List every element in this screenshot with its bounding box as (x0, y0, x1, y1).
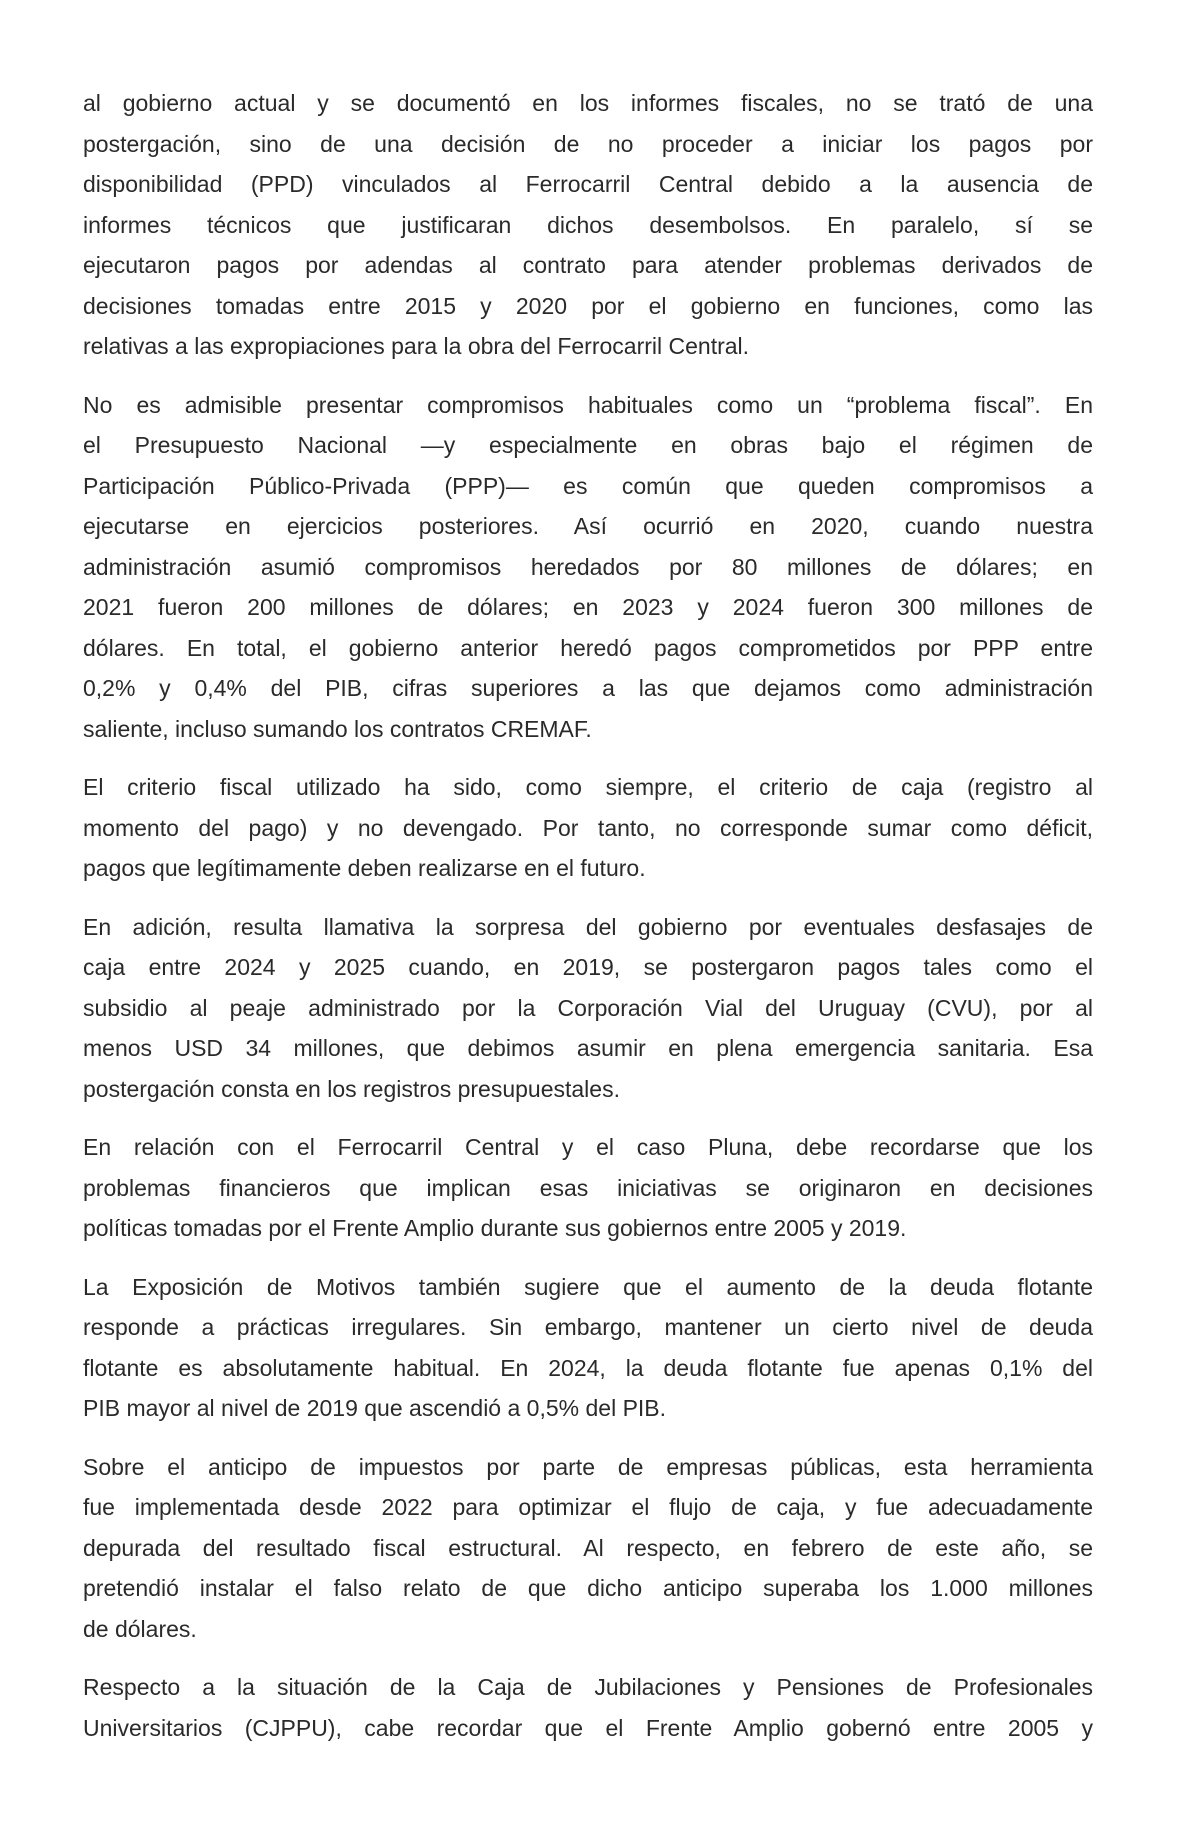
text-line: El criterio fiscal utilizado ha sido, como siempre, el criterio de caja (registro al (83, 774, 1093, 800)
paragraph (83, 767, 1093, 889)
paragraph (83, 1267, 1093, 1429)
text-line: subsidio al peaje administrado por la Corporación Vial del Uruguay (CVU), por al (83, 994, 1093, 1021)
text-line: dólares. En total, el gobierno anterior heredó pagos comprometidos por PPP entre (83, 634, 1093, 661)
paragraph (83, 1447, 1093, 1650)
text-line: administración asumió compromisos heredados por 80 millones de dólares; en (83, 553, 1093, 580)
paragraph (83, 907, 1093, 1110)
text-line: menos USD 34 millones, que debimos asumir en plena emergencia sanitaria. Esa (83, 1035, 1093, 1061)
text-line: problemas financieros que implican esas iniciativas se originaron en decisiones (83, 1174, 1093, 1201)
text-line: Respecto a la situación de la Caja de Jubilaciones y Pensiones de Profesionales (83, 1674, 1093, 1700)
paragraph (83, 1127, 1093, 1249)
text-line: caja entre 2024 y 2025 cuando, en 2019, se postergaron pagos tales como el (83, 954, 1093, 980)
text-line: No es admisible presentar compromisos habituales como un “problema fiscal”. En (83, 391, 1093, 418)
text-line: La Exposición de Motivos también sugiere que el aumento de la deuda flotante (83, 1273, 1093, 1300)
text-line: políticas tomadas por el Frente Amplio durante sus gobiernos entre 2005 y 2019. (83, 1215, 907, 1241)
paragraph (83, 385, 1093, 750)
text-line: PIB mayor al nivel de 2019 que ascendió a 0,5% del PIB. (83, 1395, 667, 1421)
text-line: ejecutarse en ejercicios posteriores. Así ocurrió en 2020, cuando nuestra (83, 513, 1093, 539)
text-line: Sobre el anticipo de impuestos por parte de empresas públicas, esta herramienta (83, 1453, 1093, 1480)
text-line: saliente, incluso sumando los contratos CREMAF. (83, 715, 592, 742)
text-line: postergación consta en los registros presupuestales. (83, 1075, 620, 1102)
text-line: informes técnicos que justificaran dichos desembolsos. En paralelo, sí se (83, 211, 1093, 238)
text-line: pretendió instalar el falso relato de que dicho anticipo superaba los 1.000 millones (83, 1575, 1093, 1601)
paragraph (83, 83, 1093, 367)
text-line: pagos que legítimamente deben realizarse en el futuro. (83, 855, 646, 881)
text-line: 2021 fueron 200 millones de dólares; en 2023 y 2024 fueron 300 millones de (83, 594, 1093, 620)
text-line: depurada del resultado fiscal estructural. Al respecto, en febrero de este año, se (83, 1534, 1093, 1561)
text-line: relativas a las expropiaciones para la obra del Ferrocarril Central. (83, 333, 750, 359)
text-line: disponibilidad (PPD) vinculados al Ferrocarril Central debido a la ausencia de (83, 171, 1093, 197)
text-line: fue implementada desde 2022 para optimizar el flujo de caja, y fue adecuadamente (83, 1494, 1093, 1520)
text-line: al gobierno actual y se documentó en los informes fiscales, no se trató de una (83, 90, 1093, 116)
text-line: Universitarios (CJPPU), cabe recordar que el Frente Amplio gobernó entre 2005 y (83, 1714, 1093, 1741)
text-line: el Presupuesto Nacional —y especialmente en obras bajo el régimen de (83, 432, 1093, 458)
paragraph (83, 1667, 1093, 1748)
text-line: ejecutaron pagos por adendas al contrato para atender problemas derivados de (83, 252, 1093, 278)
text-line: de dólares. (83, 1615, 197, 1642)
document-page (83, 83, 1093, 1766)
text-line: En adición, resulta llamativa la sorpresa del gobierno por eventuales desfasajes de (83, 913, 1093, 940)
text-line: Participación Público-Privada (PPP)— es común que queden compromisos a (83, 472, 1093, 499)
text-line: momento del pago) y no devengado. Por tanto, no corresponde sumar como déficit, (83, 814, 1093, 841)
text-line: flotante es absolutamente habitual. En 2024, la deuda flotante fue apenas 0,1% del (83, 1354, 1093, 1381)
text-line: 0,2% y 0,4% del PIB, cifras superiores a las que dejamos como administración (83, 675, 1093, 701)
text-line: postergación, sino de una decisión de no proceder a iniciar los pagos por (83, 130, 1093, 157)
text-line: decisiones tomadas entre 2015 y 2020 por el gobierno en funciones, como las (83, 292, 1093, 319)
text-line: responde a prácticas irregulares. Sin embargo, mantener un cierto nivel de deuda (83, 1314, 1093, 1340)
text-line: En relación con el Ferrocarril Central y el caso Pluna, debe recordarse que los (83, 1134, 1093, 1160)
